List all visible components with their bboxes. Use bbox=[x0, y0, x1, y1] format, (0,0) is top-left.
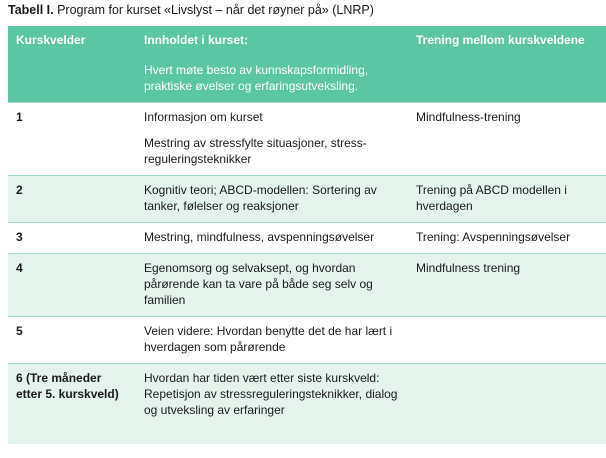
session-cell: 1 bbox=[8, 103, 136, 176]
program-table bbox=[8, 26, 606, 444]
table-row bbox=[8, 364, 606, 445]
content-cell bbox=[136, 254, 408, 317]
training-cell bbox=[408, 364, 606, 445]
training-cell: Mindfulness-trening bbox=[408, 103, 606, 176]
header-row bbox=[8, 26, 606, 103]
table-caption bbox=[8, 2, 374, 18]
training-cell: Mindfulness trening bbox=[408, 254, 606, 317]
session-cell: 5 bbox=[8, 317, 136, 364]
content-cell bbox=[136, 223, 408, 254]
table-row bbox=[8, 103, 606, 176]
header-training bbox=[408, 26, 606, 103]
session-cell: 4 bbox=[8, 254, 136, 317]
header-sessions-label: Kurskvelder bbox=[16, 33, 86, 47]
header-content bbox=[136, 26, 408, 103]
table-header bbox=[8, 26, 606, 103]
table-body bbox=[8, 103, 606, 445]
session-cell: 6 (Tre måneder etter 5. kurskveld) bbox=[8, 364, 136, 445]
table-row bbox=[8, 254, 606, 317]
training-cell: Trening: Avspenningsøvelser bbox=[408, 223, 606, 254]
content-text: Egenomsorg og selvaksept, og hvordan pårørende kan ta vare på både seg selv og familien bbox=[144, 261, 373, 307]
header-training-label: Trening mellom kurskveldene bbox=[416, 33, 585, 47]
content-text: Mestring av stressfylte situasjoner, stress-reguleringsteknikker bbox=[144, 136, 367, 166]
content-text: Kognitiv teori; ABCD-modellen: Sortering av tanker, følelser og reaksjoner bbox=[144, 183, 377, 213]
content-cell bbox=[136, 103, 408, 176]
table-caption-text: Program for kurset «Livslyst – når det røyner på» (LNRP) bbox=[53, 3, 374, 17]
table-row bbox=[8, 176, 606, 223]
header-sessions bbox=[8, 26, 136, 103]
training-cell: Trening på ABCD modellen i hverdagen bbox=[408, 176, 606, 223]
header-content-subtitle: Hvert møte besto av kunnskapsformidling, praktiske øvelser og erfaringsutveksling. bbox=[144, 63, 369, 93]
table-row bbox=[8, 223, 606, 254]
session-cell: 2 bbox=[8, 176, 136, 223]
training-cell bbox=[408, 317, 606, 364]
header-content-label: Innholdet i kurset: bbox=[144, 33, 249, 47]
content-cell bbox=[136, 317, 408, 364]
table-row bbox=[8, 317, 606, 364]
session-cell: 3 bbox=[8, 223, 136, 254]
content-text: Informasjon om kurset bbox=[144, 110, 263, 124]
content-text: Hvordan har tiden vært etter siste kurskveld: Repetisjon av stressreguleringsteknikker, dialog og utveksling av erfaringer bbox=[144, 371, 398, 417]
content-text: Veien videre: Hvordan benytte det de har lært i hverdagen som pårørende bbox=[144, 324, 393, 354]
content-text: Mestring, mindfulness, avspenningsøvelser bbox=[144, 230, 375, 244]
content-cell bbox=[136, 364, 408, 445]
table-caption-label: Tabell I. bbox=[8, 3, 54, 17]
content-cell bbox=[136, 176, 408, 223]
